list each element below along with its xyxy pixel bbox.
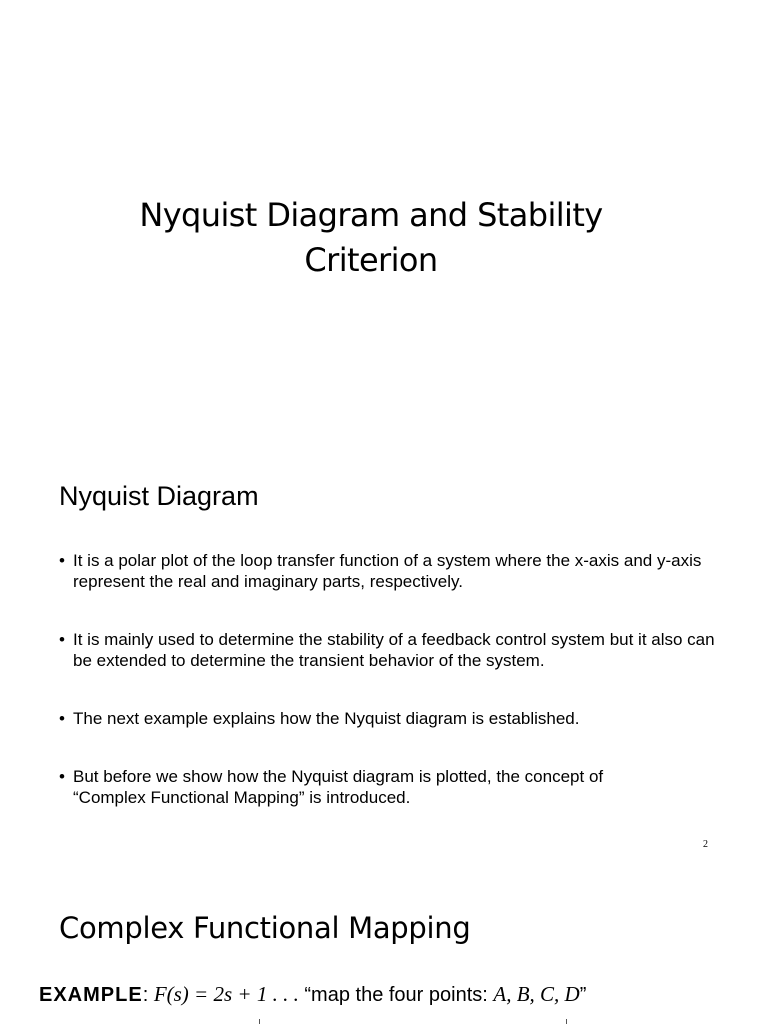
bullet-dot-icon: • [59, 630, 65, 649]
example-colon: : [142, 984, 149, 1006]
bullet-item [59, 550, 719, 592]
bullet-list [59, 550, 719, 808]
bullet-text: But before we show how the Nyquist diagram is plotted, the concept of [73, 767, 604, 786]
example-quote: “map the four points: [304, 984, 488, 1006]
slide-title [0, 193, 742, 283]
slide-title-line-1: Nyquist Diagram and Stability [139, 196, 603, 234]
example-formula-text: F(s) = 2s + 1 . . . [153, 982, 299, 1006]
bullet-dot-icon: • [59, 551, 65, 570]
bullet-dot-icon: • [59, 767, 65, 786]
example-label: EXAMPLE [39, 984, 143, 1006]
bullet-item [59, 629, 719, 671]
slide-title-line-2: Criterion [304, 241, 438, 279]
bullet-text: It is mainly used to determine the stability of a feedback control system but it also can be extended to determine the transient behavior of the system. [73, 630, 715, 670]
example-line [39, 981, 586, 1008]
bullet-emphasis-text: “Complex Functional Mapping” is introduced [73, 788, 406, 807]
bullet-text: The next example explains how the Nyquist diagram is established. [73, 709, 580, 728]
example-close-quote: ” [579, 984, 587, 1006]
example-points [493, 982, 579, 1006]
example-formula [154, 982, 299, 1006]
section-heading-complex-functional-mapping: Complex Functional Mapping [59, 911, 471, 945]
page-number: 2 [703, 839, 708, 850]
example-points-text: A, B, C, D [493, 982, 580, 1006]
bullet-end-punctuation: . [405, 788, 411, 807]
axis-tick-mark [259, 1019, 260, 1024]
section-heading-nyquist-diagram: Nyquist Diagram [59, 481, 259, 511]
bullet-dot-icon: • [59, 709, 65, 728]
bullet-text: It is a polar plot of the loop transfer function of a system where the x-axis and y-axis represent the real and imaginary parts, respectively. [73, 551, 702, 591]
bullet-item [59, 766, 719, 808]
axis-tick-mark [566, 1019, 567, 1024]
bullet-item [59, 708, 719, 729]
